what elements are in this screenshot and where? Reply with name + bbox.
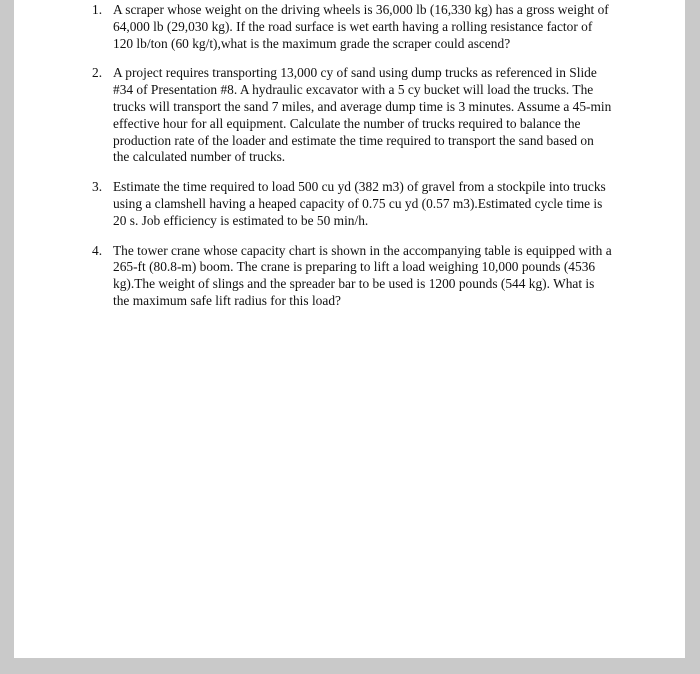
problem-1	[14, 2, 613, 52]
problem-number: 2.	[92, 65, 103, 81]
problem-text: Estimate the time required to load 500 cu yd (382 m3) of gravel from a stockpile into trucks using a clamshell having a heaped capacity of 0.75 cu yd (0.57 m3).Estimated cycle time is 20 s. Job efficiency is estimated to be 50 min/h.	[113, 179, 606, 228]
problem-text: A project requires transporting 13,000 cy of sand using dump trucks as referenced in Slide #34 of Presentation #8. A hydraulic excavator with a 5 cy bucket will load the trucks. The trucks will transport the sand 7 miles, and average dump time is 3 minutes. Assume a 45-min effective hour for all equipment. Calculate the number of trucks required to balance the production rate of the loader and estimate the time required to transport the sand based on the calculated number of trucks.	[113, 65, 612, 165]
problem-2	[14, 65, 613, 166]
problem-number: 1.	[92, 2, 103, 17]
problem-3	[14, 179, 613, 229]
problem-number: 4.	[92, 242, 103, 258]
document-page	[14, 0, 685, 658]
problem-text: The tower crane whose capacity chart is shown in the accompanying table is equipped with a 265-ft (80.8-m) boom. The crane is preparing to lift a load weighing 10,000 pounds (4536 kg).The weight of slings and the spreader bar to be used is 1200 pounds (544 kg). What is the maximum safe lift radius for this load?	[113, 242, 612, 308]
problem-list	[14, 0, 685, 323]
problem-text: A scraper whose weight on the driving wheels is 36,000 lb (16,330 kg) has a gross weight of 64,000 lb (29,030 kg). If the road surface is wet earth having a rolling resistance factor of 120 lb/ton (60 kg/t),what is the maximum grade the scraper could ascend?	[113, 2, 609, 51]
problem-number: 3.	[92, 179, 103, 195]
problem-4	[14, 243, 613, 310]
